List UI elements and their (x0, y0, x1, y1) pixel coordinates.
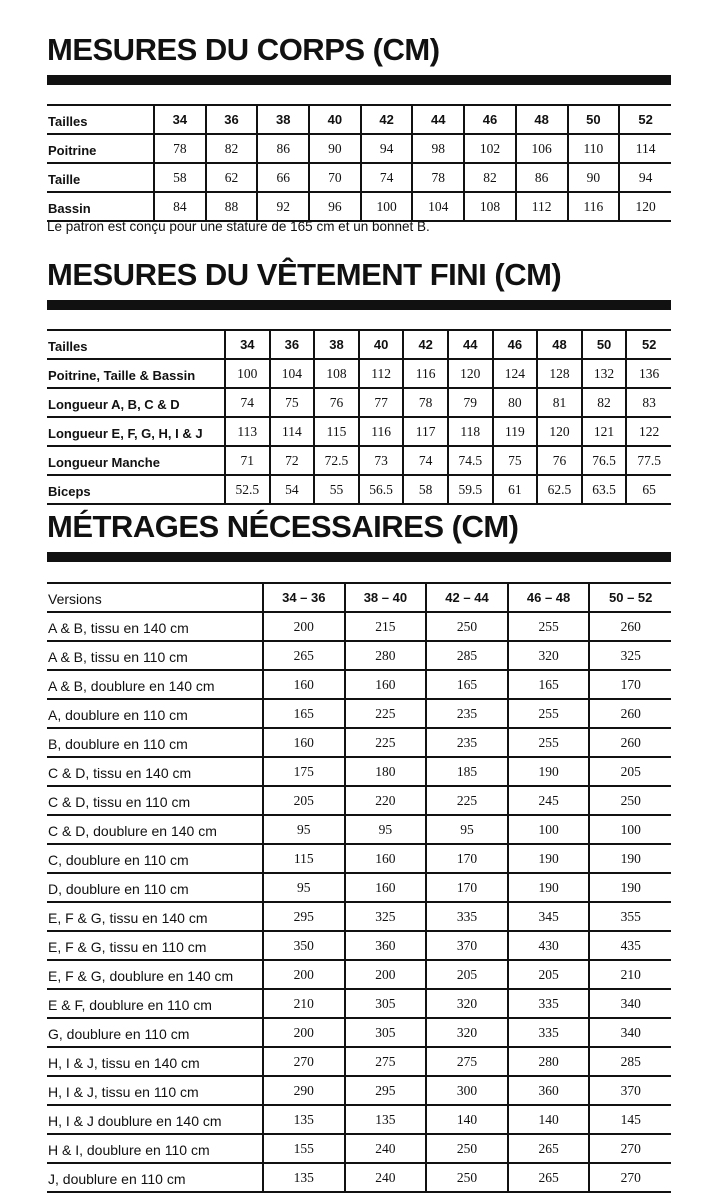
table-cell: 58 (403, 475, 448, 504)
table-cell: 104 (412, 192, 464, 221)
table-cell: 235 (426, 699, 508, 728)
table-cell: 72.5 (314, 446, 359, 475)
table-cell: 205 (426, 960, 508, 989)
table-cell: 285 (426, 641, 508, 670)
table-cell: 110 (568, 134, 620, 163)
table-cell: 335 (508, 1018, 590, 1047)
table-cell: 360 (508, 1076, 590, 1105)
table-cell: 112 (516, 192, 568, 221)
table-cell: 270 (589, 1134, 671, 1163)
table-cell: 82 (464, 163, 516, 192)
table-cell: 190 (589, 844, 671, 873)
table-row (47, 699, 671, 728)
table-cell: 104 (270, 359, 315, 388)
table-cell: 155 (263, 1134, 345, 1163)
column-header: 36 (206, 105, 258, 134)
column-header: 34 (225, 330, 270, 359)
table-cell: 70 (309, 163, 361, 192)
table-row (47, 446, 671, 475)
row-label: Taille (47, 163, 154, 192)
row-label: Poitrine (47, 134, 154, 163)
row-header-label: Tailles (47, 330, 225, 359)
row-label: E, F & G, tissu en 110 cm (47, 931, 263, 960)
table-row (47, 475, 671, 504)
table-cell: 114 (619, 134, 671, 163)
table-cell: 77 (359, 388, 404, 417)
table-row (47, 417, 671, 446)
table-cell: 165 (426, 670, 508, 699)
table-cell: 325 (345, 902, 427, 931)
row-label: C & D, tissu en 110 cm (47, 786, 263, 815)
table-row (47, 786, 671, 815)
column-header: 38 – 40 (345, 583, 427, 612)
table-cell: 360 (345, 931, 427, 960)
table-row (47, 1047, 671, 1076)
column-header: 46 (493, 330, 538, 359)
finished-measurements-title: MESURES DU VÊTEMENT FINI (CM) (47, 257, 562, 292)
table-cell: 170 (589, 670, 671, 699)
table-cell: 305 (345, 1018, 427, 1047)
table-cell: 58 (154, 163, 206, 192)
table-cell: 210 (589, 960, 671, 989)
table-cell: 190 (508, 844, 590, 873)
row-label: B, doublure en 110 cm (47, 728, 263, 757)
table-cell: 78 (154, 134, 206, 163)
table-cell: 63.5 (582, 475, 627, 504)
table-cell: 345 (508, 902, 590, 931)
column-header: 40 (359, 330, 404, 359)
column-header: 40 (309, 105, 361, 134)
table-cell: 275 (345, 1047, 427, 1076)
table-cell: 370 (426, 931, 508, 960)
table-cell: 113 (225, 417, 270, 446)
row-label: Bassin (47, 192, 154, 221)
table-row (47, 359, 671, 388)
table-cell: 355 (589, 902, 671, 931)
column-header: 42 – 44 (426, 583, 508, 612)
table-cell: 74 (225, 388, 270, 417)
column-header: 48 (516, 105, 568, 134)
table-cell: 435 (589, 931, 671, 960)
table-row (47, 815, 671, 844)
table-row (47, 1134, 671, 1163)
row-label: E, F & G, doublure en 140 cm (47, 960, 263, 989)
column-header: 52 (619, 105, 671, 134)
table-row (47, 388, 671, 417)
table-cell: 200 (263, 1018, 345, 1047)
table-cell: 225 (345, 728, 427, 757)
table-cell: 100 (225, 359, 270, 388)
table-cell: 220 (345, 786, 427, 815)
table-cell: 280 (345, 641, 427, 670)
table-cell: 66 (257, 163, 309, 192)
table-cell: 74 (403, 446, 448, 475)
table-cell: 270 (263, 1047, 345, 1076)
row-label: H, I & J doublure en 140 cm (47, 1105, 263, 1134)
table-row (47, 641, 671, 670)
row-label: C & D, tissu en 140 cm (47, 757, 263, 786)
table-cell: 205 (589, 757, 671, 786)
table-cell: 78 (403, 388, 448, 417)
table-cell: 190 (508, 757, 590, 786)
table-cell: 75 (493, 446, 538, 475)
table-cell: 120 (448, 359, 493, 388)
table-cell: 295 (345, 1076, 427, 1105)
table-cell: 335 (426, 902, 508, 931)
table-cell: 59.5 (448, 475, 493, 504)
table-cell: 82 (582, 388, 627, 417)
column-header: 52 (626, 330, 671, 359)
table-cell: 98 (412, 134, 464, 163)
table-row (47, 1076, 671, 1105)
body-measurements-table (47, 104, 671, 222)
table-cell: 62.5 (537, 475, 582, 504)
table-cell: 120 (537, 417, 582, 446)
table-cell: 335 (508, 989, 590, 1018)
table-row (47, 134, 671, 163)
table-cell: 280 (508, 1047, 590, 1076)
table-cell: 115 (263, 844, 345, 873)
row-label: Poitrine, Taille & Bassin (47, 359, 225, 388)
table-row (47, 1018, 671, 1047)
table-cell: 180 (345, 757, 427, 786)
table-cell: 100 (589, 815, 671, 844)
row-label: H, I & J, tissu en 140 cm (47, 1047, 263, 1076)
table-cell: 205 (508, 960, 590, 989)
table-cell: 270 (589, 1163, 671, 1192)
column-header: 44 (448, 330, 493, 359)
table-cell: 250 (426, 612, 508, 641)
table-cell: 275 (426, 1047, 508, 1076)
table-cell: 300 (426, 1076, 508, 1105)
title-divider (47, 75, 671, 85)
table-cell: 77.5 (626, 446, 671, 475)
table-cell: 121 (582, 417, 627, 446)
table-cell: 205 (263, 786, 345, 815)
table-row (47, 844, 671, 873)
table-cell: 140 (426, 1105, 508, 1134)
table-cell: 56.5 (359, 475, 404, 504)
row-label: A & B, tissu en 110 cm (47, 641, 263, 670)
table-cell: 165 (263, 699, 345, 728)
table-cell: 122 (626, 417, 671, 446)
table-cell: 135 (263, 1163, 345, 1192)
table-cell: 116 (568, 192, 620, 221)
row-label: H & I, doublure en 110 cm (47, 1134, 263, 1163)
table-cell: 52.5 (225, 475, 270, 504)
table-cell: 290 (263, 1076, 345, 1105)
table-cell: 114 (270, 417, 315, 446)
table-cell: 80 (493, 388, 538, 417)
body-measurements-section (47, 33, 671, 85)
table-cell: 95 (345, 815, 427, 844)
row-label: Longueur E, F, G, H, I & J (47, 417, 225, 446)
row-label: Longueur Manche (47, 446, 225, 475)
column-header: 38 (314, 330, 359, 359)
pattern-note: Le patron est conçu pour une stature de 165 cm et un bonnet B. (47, 219, 430, 234)
table-cell: 160 (345, 873, 427, 902)
row-label: Biceps (47, 475, 225, 504)
table-cell: 108 (314, 359, 359, 388)
table-cell: 250 (426, 1163, 508, 1192)
table-row (47, 757, 671, 786)
table-row (47, 960, 671, 989)
body-measurements-table-wrap (47, 104, 671, 222)
table-cell: 340 (589, 989, 671, 1018)
row-label: E, F & G, tissu en 140 cm (47, 902, 263, 931)
table-cell: 250 (589, 786, 671, 815)
table-cell: 94 (361, 134, 413, 163)
table-cell: 265 (508, 1163, 590, 1192)
table-cell: 185 (426, 757, 508, 786)
table-cell: 235 (426, 728, 508, 757)
row-label: C, doublure en 110 cm (47, 844, 263, 873)
yardage-table-wrap (47, 582, 671, 1193)
table-cell: 124 (493, 359, 538, 388)
table-cell: 95 (263, 873, 345, 902)
body-measurements-title: MESURES DU CORPS (CM) (47, 32, 440, 67)
table-cell: 190 (508, 873, 590, 902)
table-cell: 135 (345, 1105, 427, 1134)
table-cell: 145 (589, 1105, 671, 1134)
row-label: E & F, doublure en 110 cm (47, 989, 263, 1018)
table-cell: 225 (345, 699, 427, 728)
table-cell: 108 (464, 192, 516, 221)
table-cell: 128 (537, 359, 582, 388)
table-cell: 112 (359, 359, 404, 388)
row-label: A & B, doublure en 140 cm (47, 670, 263, 699)
table-cell: 76.5 (582, 446, 627, 475)
table-cell: 320 (426, 989, 508, 1018)
table-cell: 86 (257, 134, 309, 163)
table-cell: 260 (589, 699, 671, 728)
table-cell: 430 (508, 931, 590, 960)
table-cell: 245 (508, 786, 590, 815)
row-label: J, doublure en 110 cm (47, 1163, 263, 1192)
table-cell: 61 (493, 475, 538, 504)
table-cell: 305 (345, 989, 427, 1018)
row-label: C & D, doublure en 140 cm (47, 815, 263, 844)
table-cell: 72 (270, 446, 315, 475)
table-cell: 320 (426, 1018, 508, 1047)
table-cell: 76 (314, 388, 359, 417)
table-cell: 100 (361, 192, 413, 221)
table-cell: 265 (508, 1134, 590, 1163)
table-cell: 117 (403, 417, 448, 446)
table-cell: 116 (403, 359, 448, 388)
table-cell: 115 (314, 417, 359, 446)
table-cell: 200 (263, 960, 345, 989)
table-cell: 62 (206, 163, 258, 192)
table-cell: 71 (225, 446, 270, 475)
row-header-label: Versions (47, 583, 263, 612)
table-cell: 79 (448, 388, 493, 417)
table-cell: 260 (589, 612, 671, 641)
yardage-section (47, 510, 671, 562)
table-cell: 325 (589, 641, 671, 670)
table-cell: 135 (263, 1105, 345, 1134)
table-cell: 340 (589, 1018, 671, 1047)
table-cell: 140 (508, 1105, 590, 1134)
table-row (47, 1163, 671, 1192)
table-cell: 285 (589, 1047, 671, 1076)
column-header: 34 (154, 105, 206, 134)
table-cell: 90 (309, 134, 361, 163)
table-cell: 255 (508, 728, 590, 757)
finished-measurements-section (47, 258, 671, 310)
finished-measurements-table (47, 329, 671, 505)
table-row (47, 612, 671, 641)
table-cell: 215 (345, 612, 427, 641)
table-cell: 160 (263, 670, 345, 699)
table-cell: 190 (589, 873, 671, 902)
table-cell: 65 (626, 475, 671, 504)
table-cell: 120 (619, 192, 671, 221)
table-cell: 225 (426, 786, 508, 815)
row-label: D, doublure en 110 cm (47, 873, 263, 902)
column-header: 50 (568, 105, 620, 134)
column-header: 42 (361, 105, 413, 134)
row-label: A & B, tissu en 140 cm (47, 612, 263, 641)
table-cell: 54 (270, 475, 315, 504)
table-cell: 210 (263, 989, 345, 1018)
table-row (47, 902, 671, 931)
table-cell: 102 (464, 134, 516, 163)
table-header-row (47, 330, 671, 359)
table-header-row (47, 105, 671, 134)
column-header: 36 (270, 330, 315, 359)
table-cell: 136 (626, 359, 671, 388)
table-cell: 86 (516, 163, 568, 192)
table-cell: 255 (508, 612, 590, 641)
table-cell: 260 (589, 728, 671, 757)
table-cell: 255 (508, 699, 590, 728)
table-cell: 96 (309, 192, 361, 221)
table-cell: 76 (537, 446, 582, 475)
table-cell: 116 (359, 417, 404, 446)
table-cell: 75 (270, 388, 315, 417)
row-label: H, I & J, tissu en 110 cm (47, 1076, 263, 1105)
table-cell: 92 (257, 192, 309, 221)
table-cell: 350 (263, 931, 345, 960)
table-cell: 90 (568, 163, 620, 192)
table-cell: 95 (263, 815, 345, 844)
column-header: 46 – 48 (508, 583, 590, 612)
table-row (47, 1105, 671, 1134)
table-cell: 119 (493, 417, 538, 446)
table-cell: 73 (359, 446, 404, 475)
table-cell: 170 (426, 873, 508, 902)
table-cell: 170 (426, 844, 508, 873)
column-header: 34 – 36 (263, 583, 345, 612)
table-cell: 320 (508, 641, 590, 670)
table-cell: 265 (263, 641, 345, 670)
yardage-title: MÉTRAGES NÉCESSAIRES (CM) (47, 509, 519, 544)
table-row (47, 192, 671, 221)
column-header: 50 – 52 (589, 583, 671, 612)
column-header: 42 (403, 330, 448, 359)
table-row (47, 989, 671, 1018)
table-cell: 84 (154, 192, 206, 221)
row-header-label: Tailles (47, 105, 154, 134)
table-cell: 160 (345, 670, 427, 699)
table-cell: 175 (263, 757, 345, 786)
table-cell: 74 (361, 163, 413, 192)
table-row (47, 728, 671, 757)
column-header: 46 (464, 105, 516, 134)
column-header: 50 (582, 330, 627, 359)
table-cell: 370 (589, 1076, 671, 1105)
table-cell: 88 (206, 192, 258, 221)
table-cell: 240 (345, 1134, 427, 1163)
column-header: 44 (412, 105, 464, 134)
table-row (47, 163, 671, 192)
table-cell: 250 (426, 1134, 508, 1163)
table-cell: 160 (263, 728, 345, 757)
table-cell: 94 (619, 163, 671, 192)
table-cell: 200 (345, 960, 427, 989)
table-cell: 200 (263, 612, 345, 641)
column-header: 38 (257, 105, 309, 134)
table-cell: 240 (345, 1163, 427, 1192)
table-row (47, 931, 671, 960)
table-cell: 160 (345, 844, 427, 873)
table-cell: 55 (314, 475, 359, 504)
table-cell: 81 (537, 388, 582, 417)
table-cell: 83 (626, 388, 671, 417)
table-cell: 95 (426, 815, 508, 844)
table-cell: 295 (263, 902, 345, 931)
row-label: Longueur A, B, C & D (47, 388, 225, 417)
finished-measurements-table-wrap (47, 329, 671, 505)
yardage-table (47, 582, 671, 1193)
column-header: 48 (537, 330, 582, 359)
table-row (47, 873, 671, 902)
table-cell: 78 (412, 163, 464, 192)
title-divider (47, 300, 671, 310)
table-cell: 132 (582, 359, 627, 388)
table-cell: 82 (206, 134, 258, 163)
row-label: A, doublure en 110 cm (47, 699, 263, 728)
table-cell: 118 (448, 417, 493, 446)
table-row (47, 670, 671, 699)
title-divider (47, 552, 671, 562)
row-label: G, doublure en 110 cm (47, 1018, 263, 1047)
table-cell: 100 (508, 815, 590, 844)
table-cell: 165 (508, 670, 590, 699)
table-header-row (47, 583, 671, 612)
table-cell: 106 (516, 134, 568, 163)
table-cell: 74.5 (448, 446, 493, 475)
